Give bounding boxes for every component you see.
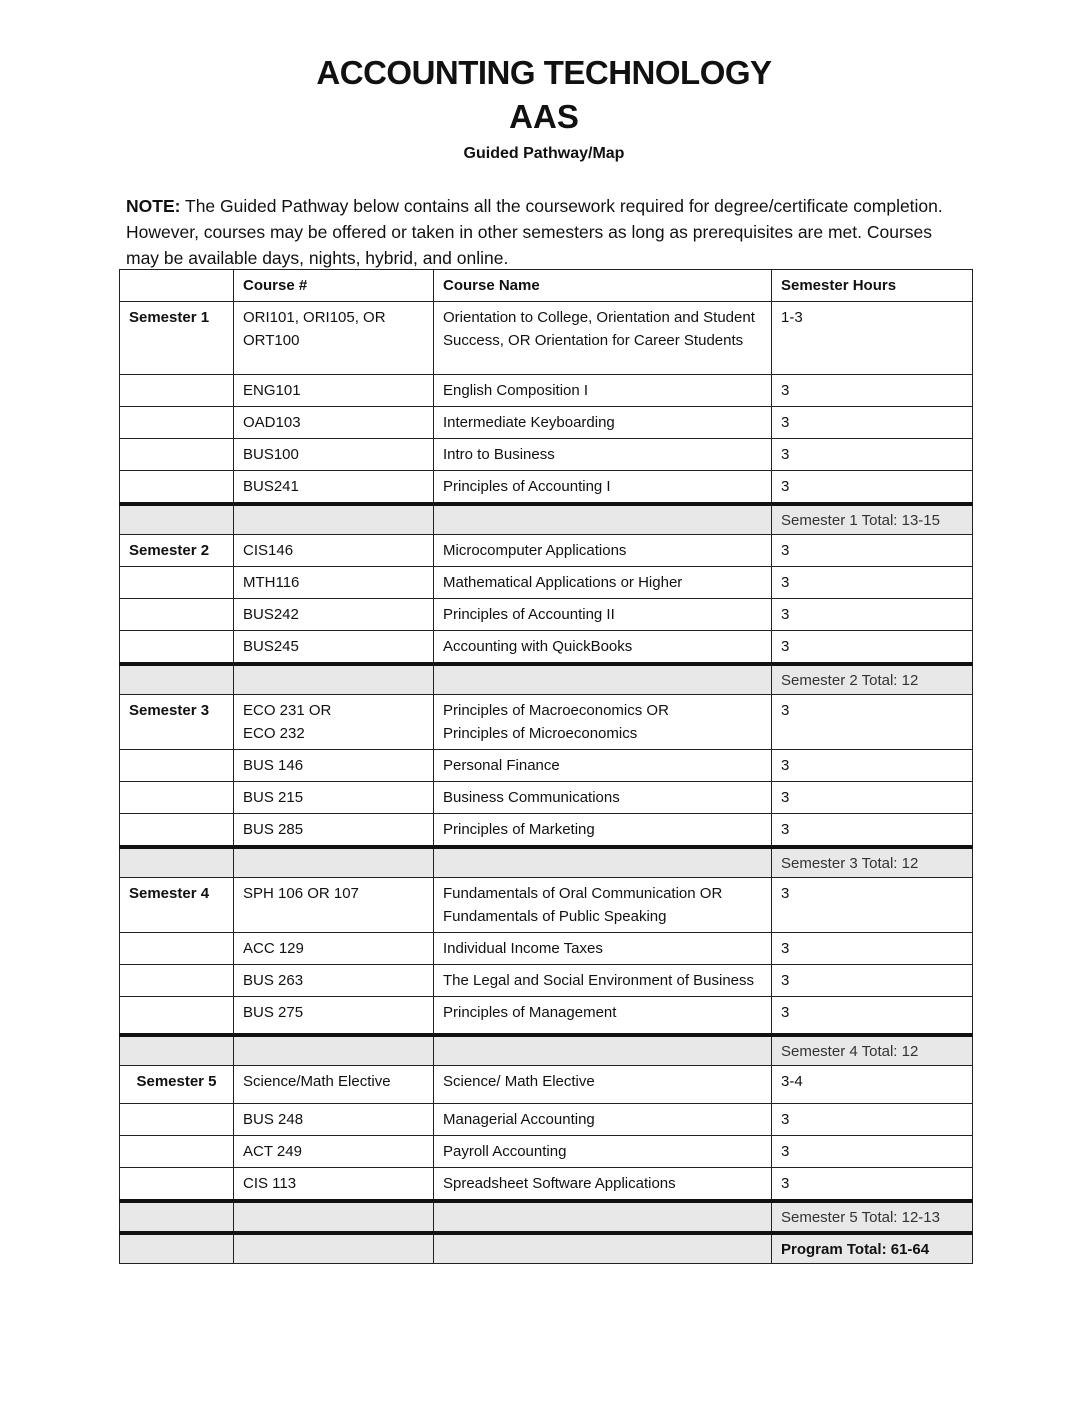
program-total: Program Total: 61-64	[772, 1233, 973, 1264]
course-name: The Legal and Social Environment of Business	[434, 965, 772, 997]
course-number: BUS100	[234, 439, 434, 471]
semester-hours: 3	[772, 599, 973, 631]
semester-total-row	[120, 664, 973, 695]
semester-hours: 3	[772, 782, 973, 814]
course-name: Personal Finance	[434, 750, 772, 782]
course-number: ORI101, ORI105, OR ORT100	[234, 302, 434, 375]
header-course-number: Course #	[234, 270, 434, 302]
semester-label: Semester 2	[120, 535, 234, 567]
course-number: SPH 106 OR 107	[234, 878, 434, 933]
table-row	[120, 567, 973, 599]
semester-hours: 3	[772, 750, 973, 782]
course-number: ENG101	[234, 375, 434, 407]
course-number: Science/Math Elective	[234, 1065, 434, 1103]
semester-hours: 3	[772, 375, 973, 407]
semester-hours: 3	[772, 535, 973, 567]
course-name: Managerial Accounting	[434, 1103, 772, 1135]
table-row	[120, 695, 973, 750]
semester-hours: 3	[772, 631, 973, 665]
semester-hours: 3-4	[772, 1065, 973, 1103]
course-name: English Composition I	[434, 375, 772, 407]
course-number: BUS 215	[234, 782, 434, 814]
table-row	[120, 782, 973, 814]
course-name: Principles of Management	[434, 997, 772, 1035]
course-name: Intro to Business	[434, 439, 772, 471]
table-row	[120, 302, 973, 375]
table-row	[120, 1135, 973, 1167]
course-name: Orientation to College, Orientation and Student Success, OR Orientation for Career Students	[434, 302, 772, 375]
table-row	[120, 407, 973, 439]
semester-total: Semester 3 Total: 12	[772, 847, 973, 878]
note-label: NOTE:	[126, 196, 181, 216]
course-number: BUS245	[234, 631, 434, 665]
table-row	[120, 1167, 973, 1201]
program-total-row	[120, 1233, 973, 1264]
course-number: CIS 113	[234, 1167, 434, 1201]
course-name: Accounting with QuickBooks	[434, 631, 772, 665]
course-number: ECO 231 OR	[243, 702, 332, 719]
course-name: Mathematical Applications or Higher	[434, 567, 772, 599]
course-number-alt: ECO 232	[243, 725, 305, 742]
page-subtitle: Guided Pathway/Map	[463, 145, 625, 162]
course-number: BUS 248	[234, 1103, 434, 1135]
semester-hours: 3	[772, 1135, 973, 1167]
course-number: CIS146	[234, 535, 434, 567]
table-row	[120, 535, 973, 567]
table-row	[120, 375, 973, 407]
table-row	[120, 1103, 973, 1135]
semester-label: Semester 4	[120, 878, 234, 933]
table-row	[120, 599, 973, 631]
course-number: BUS 285	[234, 814, 434, 848]
semester-hours: 3	[772, 695, 973, 750]
table-row	[120, 933, 973, 965]
table-row	[120, 471, 973, 505]
course-name: Principles of Marketing	[434, 814, 772, 848]
page-title: ACCOUNTING TECHNOLOGY	[316, 54, 772, 91]
semester-hours: 3	[772, 814, 973, 848]
course-number: BUS241	[234, 471, 434, 505]
semester-total: Semester 4 Total: 12	[772, 1035, 973, 1066]
note-text: The Guided Pathway below contains all the coursework required for degree/certificate completion. However, courses may be offered or taken in other semesters as long as prerequisites are met. Courses may be available days, nights, hybrid, and online.	[126, 196, 943, 268]
pathway-table	[119, 269, 973, 1264]
semester-hours: 3	[772, 1103, 973, 1135]
note-paragraph	[126, 193, 956, 271]
course-name: Principles of Accounting II	[434, 599, 772, 631]
table-row	[120, 965, 973, 997]
semester-hours: 3	[772, 1167, 973, 1201]
semester-hours: 3	[772, 439, 973, 471]
table-row	[120, 750, 973, 782]
course-number: BUS 263	[234, 965, 434, 997]
semester-total-row	[120, 847, 973, 878]
course-name: Spreadsheet Software Applications	[434, 1167, 772, 1201]
header-semester-hours: Semester Hours	[772, 270, 973, 302]
semester-hours: 3	[772, 965, 973, 997]
course-name: Microcomputer Applications	[434, 535, 772, 567]
course-number: MTH116	[234, 567, 434, 599]
header-semester	[120, 270, 234, 302]
table-row	[120, 631, 973, 665]
course-name: Intermediate Keyboarding	[434, 407, 772, 439]
course-number: ACC 129	[234, 933, 434, 965]
table-row	[120, 997, 973, 1035]
semester-label: Semester 5	[120, 1065, 234, 1103]
semester-hours: 3	[772, 997, 973, 1035]
course-number: OAD103	[234, 407, 434, 439]
table-row	[120, 814, 973, 848]
semester-total-row	[120, 1201, 973, 1233]
semester-label: Semester 3	[120, 695, 234, 750]
table-row	[120, 1065, 973, 1103]
course-name: Principles of Accounting I	[434, 471, 772, 505]
semester-total: Semester 5 Total: 12-13	[772, 1201, 973, 1233]
table-header-row	[120, 270, 973, 302]
course-name-alt: Principles of Microeconomics	[443, 725, 638, 742]
course-name: Principles of Macroeconomics OR	[443, 702, 669, 719]
table-row	[120, 439, 973, 471]
course-name: Individual Income Taxes	[434, 933, 772, 965]
degree-title: AAS	[509, 98, 579, 135]
semester-label: Semester 1	[120, 302, 234, 375]
course-name: Fundamentals of Oral Communication OR Fundamentals of Public Speaking	[434, 878, 772, 933]
semester-hours: 3	[772, 407, 973, 439]
course-number: BUS242	[234, 599, 434, 631]
semester-total: Semester 1 Total: 13-15	[772, 504, 973, 535]
course-number: ACT 249	[234, 1135, 434, 1167]
semester-hours: 3	[772, 933, 973, 965]
semester-total-row	[120, 1035, 973, 1066]
semester-hours: 3	[772, 878, 973, 933]
course-number: BUS 146	[234, 750, 434, 782]
semester-hours: 3	[772, 471, 973, 505]
course-number: BUS 275	[234, 997, 434, 1035]
semester-total: Semester 2 Total: 12	[772, 664, 973, 695]
course-name: Science/ Math Elective	[434, 1065, 772, 1103]
header-course-name: Course Name	[434, 270, 772, 302]
table-row	[120, 878, 973, 933]
course-name: Payroll Accounting	[434, 1135, 772, 1167]
semester-hours: 1-3	[772, 302, 973, 375]
semester-hours: 3	[772, 567, 973, 599]
course-name: Business Communications	[434, 782, 772, 814]
semester-total-row	[120, 504, 973, 535]
